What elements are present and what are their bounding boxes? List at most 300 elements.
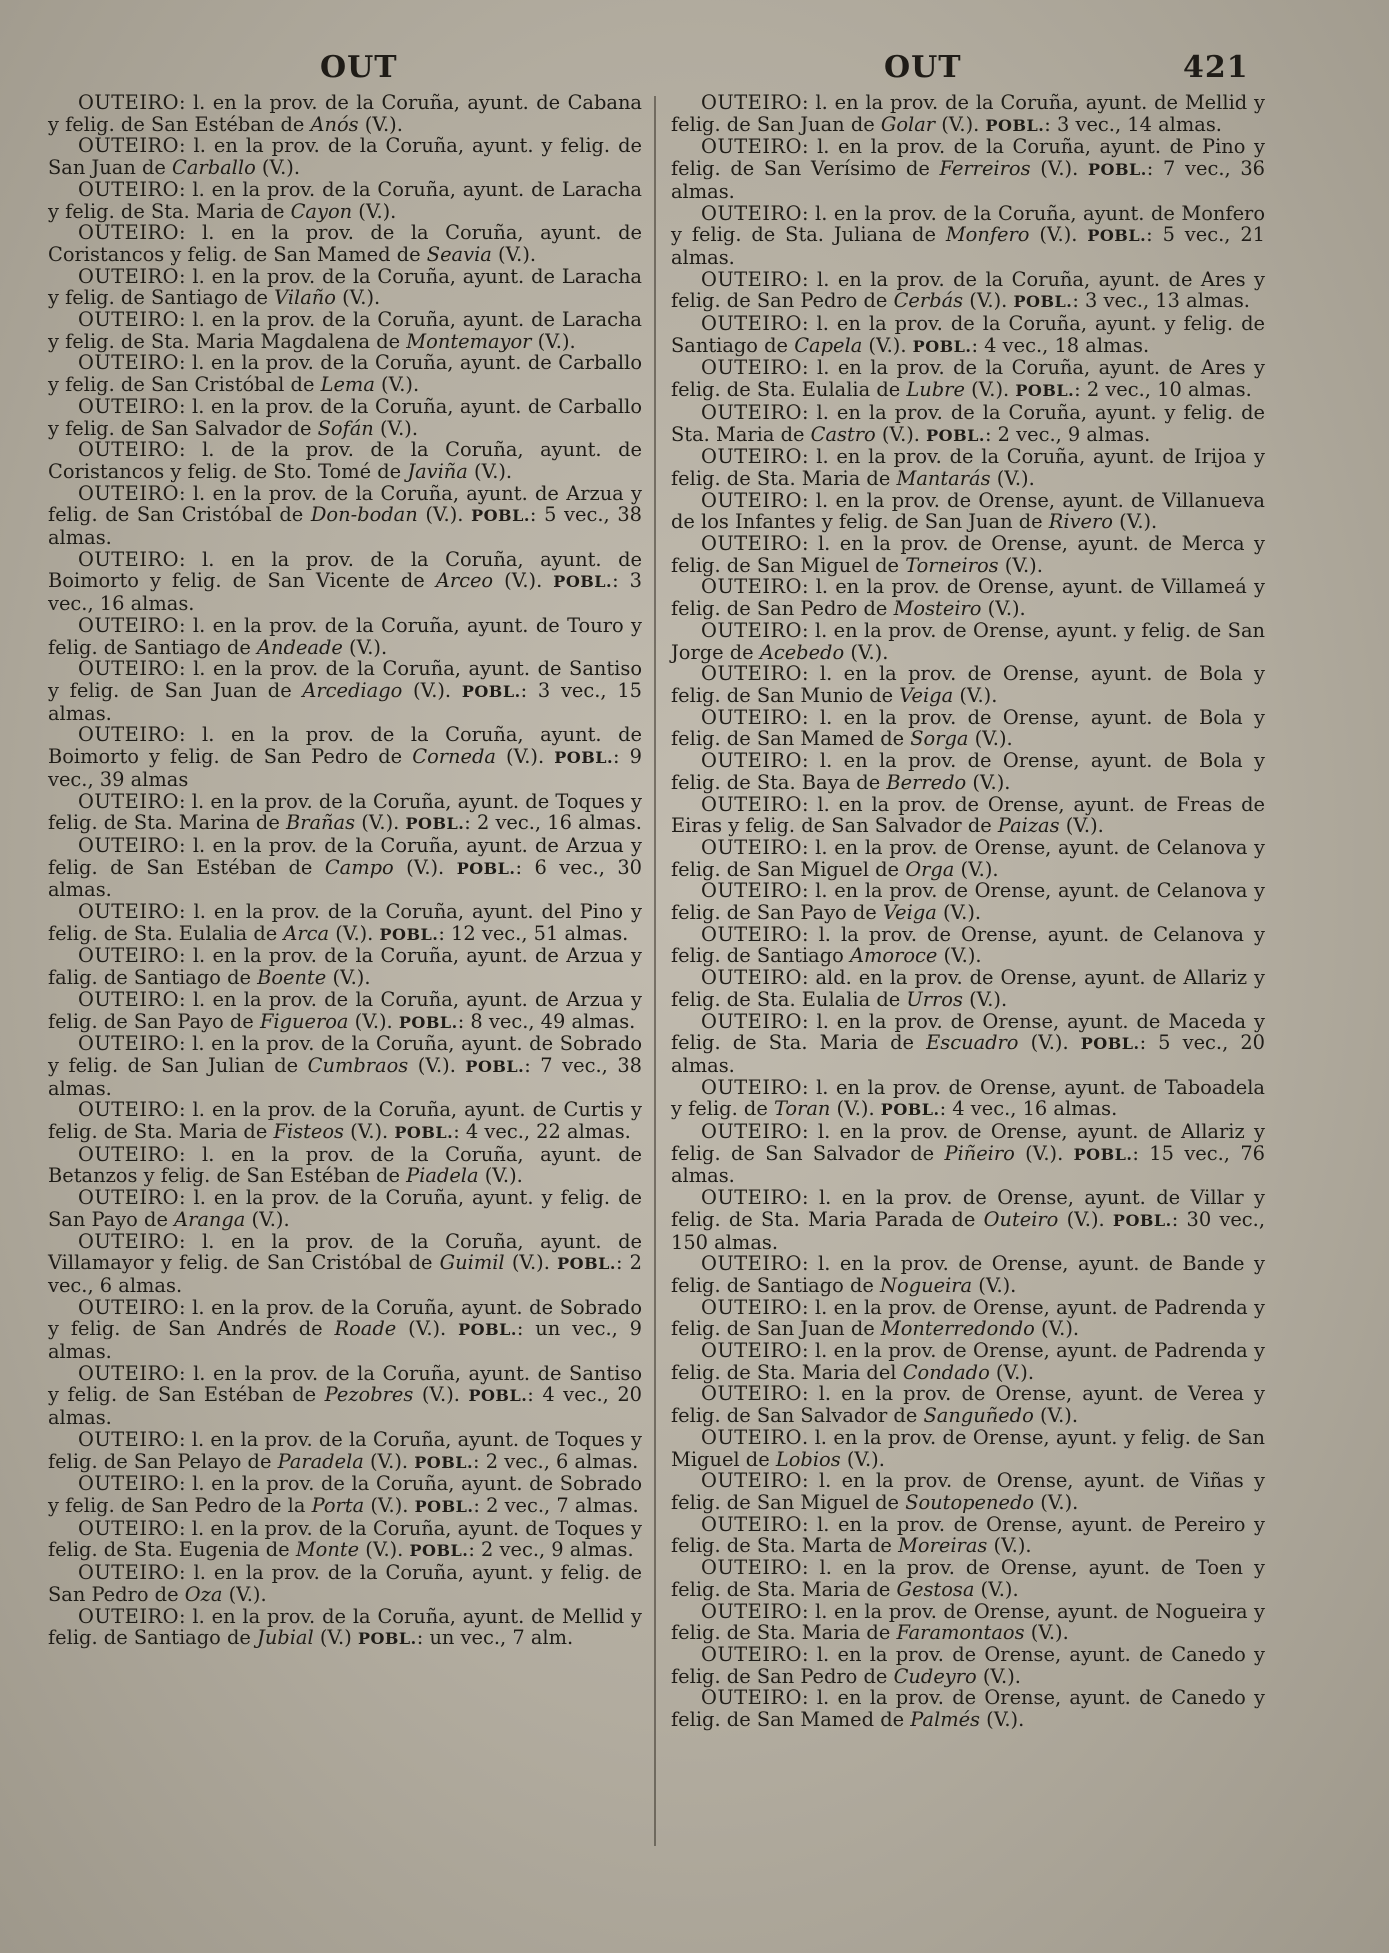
entry-text: l. en la prov. de la Coruña, ayunt. de Arzua y falig. de Santiago de: [48, 944, 642, 990]
population-count: : 12 vec., 51 almas.: [438, 921, 629, 945]
gazetteer-entry: [48, 791, 642, 835]
population-label: POBL.: [468, 1386, 528, 1406]
entry-suffix: (V.).: [830, 1097, 875, 1121]
population-count: : 5 vec., 20 almas.: [671, 1031, 1265, 1077]
population-label: POBL.: [1015, 381, 1075, 401]
entry-suffix: (V.).: [531, 329, 576, 353]
entry-suffix: (V.).: [962, 987, 1008, 1011]
gazetteer-entry: [671, 136, 1265, 202]
entry-separator: :: [801, 922, 809, 946]
entry-separator: :: [801, 1075, 809, 1099]
entry-parish-name: Don-bodan: [310, 503, 418, 527]
entry-suffix: (V.).: [990, 466, 1035, 490]
entry-text: l. la prov. de Orense, ayunt. de Celanova y felig. de Santiago: [671, 922, 1265, 968]
entry-text: l. en la prov. de la Coruña, ayunt. de Irijoa y felig. de Sta. Maria de: [671, 445, 1265, 490]
entry-parish-name: Fisteos: [273, 1120, 344, 1144]
entry-text: l. en la prov. de la Coruña, ayunt. de Toques y felig. de Sta. Marina de: [48, 789, 642, 835]
gazetteer-entry: [48, 309, 642, 352]
entry-headword: OUTEIRO: [78, 900, 179, 924]
entry-separator: :: [178, 944, 186, 968]
gazetteer-entry: [671, 1601, 1265, 1644]
entry-suffix: (V.).: [875, 422, 920, 446]
entry-suffix: (V.).: [491, 242, 537, 266]
entry-suffix: (V.).: [493, 569, 543, 593]
entry-headword: OUTEIRO: [78, 657, 179, 681]
population-label: POBL.: [1087, 160, 1147, 180]
entry-parish-name: Porta: [311, 1494, 365, 1517]
entry-text: l. en la prov. de Orense, ayunt. de Freas de Eiras y felig. de San Salvador de: [671, 792, 1265, 838]
population-count: : 2 vec., 6 almas.: [473, 1449, 639, 1473]
entry-parish-name: Monterredondo: [880, 1317, 1035, 1341]
entry-headword: OUTEIRO: [78, 221, 179, 245]
entry-separator: :: [178, 657, 186, 681]
entry-text: l. en la prov. de Orense, ayunt. de Verea y felig. de San Salvador de: [671, 1382, 1265, 1428]
entry-suffix: (V.).: [348, 1009, 393, 1033]
entry-parish-name: Mantarás: [896, 466, 991, 490]
entry-headword: OUTEIRO: [78, 1229, 179, 1253]
entry-text: l. en la prov. de la Coruña, ayunt. de Monfero y felig. de Sta. Juliana de: [671, 201, 1265, 247]
gazetteer-entry: [48, 222, 642, 265]
entry-headword: OUTEIRO: [78, 723, 179, 747]
entry-separator: :: [801, 1642, 809, 1666]
entry-separator: :: [801, 1382, 809, 1406]
entry-suffix: (V.).: [968, 727, 1013, 751]
entry-parish-name: Campo: [324, 855, 394, 879]
entry-separator: :: [178, 134, 186, 158]
entry-separator: :: [801, 135, 809, 159]
entry-parish-name: Pezobres: [324, 1383, 414, 1407]
entry-suffix: (V.).: [840, 1447, 885, 1471]
entry-suffix: (V.).: [998, 553, 1043, 577]
entry-parish-name: Veiga: [882, 901, 937, 925]
entry-headword: OUTEIRO: [701, 201, 802, 225]
entry-headword: OUTEIRO: [78, 833, 179, 857]
entry-separator: :: [178, 308, 186, 332]
entry-separator: :: [801, 1512, 809, 1536]
population-label: POBL.: [554, 748, 614, 768]
entry-text: l. en la prov. de Orense, ayunt. de Viñas y felig. de San Miguel de: [671, 1469, 1265, 1514]
entry-headword: OUTEIRO: [701, 1252, 802, 1276]
entry-separator: :: [801, 1295, 809, 1319]
population-label: POBL.: [465, 1056, 525, 1076]
entry-parish-name: Anós: [310, 112, 359, 136]
entry-text: ald. en la prov. de Orense, ayunt. de Allariz y felig. de Sta. Eulalia de: [671, 966, 1265, 1011]
gazetteer-entry: [48, 1606, 642, 1650]
entry-suffix: (V.).: [335, 286, 381, 310]
entry-parish-name: Piñeiro: [944, 1141, 1015, 1165]
entry-separator: :: [801, 792, 809, 816]
entry-suffix: (V.).: [363, 1449, 409, 1473]
entry-separator: :: [178, 394, 186, 418]
entry-headword: OUTEIRO: [701, 1339, 802, 1363]
gazetteer-entry: [48, 1099, 642, 1143]
entry-separator: :: [801, 267, 809, 291]
gazetteer-entry: [671, 1253, 1265, 1296]
entry-parish-name: Acebedo: [759, 640, 845, 664]
entry-separator: :: [178, 264, 186, 288]
entry-separator: :: [801, 312, 809, 336]
population-count: : 3 vec., 16 almas.: [48, 569, 642, 616]
running-head: [0, 50, 1389, 92]
gazetteer-entry: [671, 1011, 1265, 1077]
population-label: POBL.: [357, 1629, 417, 1649]
gazetteer-entry: [671, 1557, 1265, 1600]
gazetteer-entry: [671, 269, 1265, 313]
entry-separator: :: [801, 1339, 809, 1363]
entry-headword: OUTEIRO: [701, 618, 802, 642]
population-count: : 7 vec., 38 almas.: [48, 1053, 642, 1100]
entry-parish-name: Paizas: [997, 814, 1060, 838]
population-count: : 3 vec., 15 almas.: [48, 678, 642, 725]
gazetteer-entry: [48, 1562, 642, 1605]
entry-separator: :: [801, 1186, 809, 1210]
entry-text: l. en la prov. de la Coruña, ayunt. de Carballo y felig. de San Cristóbal de: [48, 351, 642, 397]
gazetteer-entry: [671, 1077, 1265, 1121]
entry-parish-name: Cudeyro: [893, 1664, 977, 1688]
population-count: : 15 vec., 76 almas.: [671, 1141, 1265, 1188]
population-label: POBL.: [926, 425, 985, 445]
entry-suffix: (V.).: [413, 1383, 460, 1407]
entry-text: l. en la prov. de la Coruña, ayunt. de Touro y felig. de Santiago de: [48, 613, 642, 659]
entry-suffix: (V.).: [981, 597, 1026, 621]
entry-suffix: (V.).: [467, 459, 513, 483]
population-label: POBL.: [471, 506, 530, 526]
entry-text: l. en la prov. de Orense, ayunt. de Nogueira y felig. de Sta. Maria de: [671, 1599, 1265, 1645]
entry-suffix: (V.).: [396, 1317, 447, 1341]
entry-separator: :: [178, 438, 186, 462]
population-count: : 5 vec., 21 almas.: [671, 223, 1265, 269]
entry-headword: OUTEIRO: [701, 1009, 802, 1033]
entry-text: l. en la prov. de la Coruña, ayunt. de Sobrado y felig. de San Pedro de la: [48, 1472, 642, 1517]
gazetteer-entry: [671, 750, 1265, 793]
entry-text: l. en la prov. de Orense, ayunt. de Villameá y felig. de San Pedro de: [671, 575, 1265, 621]
entry-separator: :: [801, 575, 809, 599]
entry-parish-name: Faramontaos: [896, 1621, 1025, 1645]
population-count: : un vec., 9 almas.: [48, 1317, 642, 1364]
entry-parish-name: Outeiro: [983, 1207, 1059, 1231]
entry-separator: :: [178, 91, 186, 114]
entry-separator: :: [178, 1186, 186, 1210]
entry-parish-name: Lema: [320, 373, 375, 397]
entry-headword: OUTEIRO: [78, 987, 179, 1011]
entry-suffix: (V.).: [402, 678, 452, 702]
entry-parish-name: Oza: [184, 1582, 223, 1606]
entry-separator: :: [801, 1686, 809, 1710]
entry-headword: OUTEIRO: [78, 613, 179, 637]
gazetteer-entry: [48, 439, 642, 482]
population-count: : 2 vec., 7 almas.: [473, 1494, 639, 1517]
entry-headword: OUTEIRO: [78, 308, 179, 332]
entry-headword: OUTEIRO: [701, 749, 802, 773]
gazetteer-entry: [671, 1121, 1265, 1187]
entry-text: l. en la prov. de Orense, ayunt. de Toen y felig. de Sta. Maria de: [671, 1556, 1265, 1601]
entry-separator: :: [178, 987, 186, 1011]
entry-text: l. en la prov. de la Coruña, ayunt. de Santiso y felig. de San Juan de: [48, 657, 642, 702]
entry-text: l. en la prov. de la Coruña, ayunt. de Mellid y felig. de Santiago de: [48, 1604, 642, 1650]
population-count: : 2 vec., 9 almas.: [468, 1538, 634, 1562]
entry-suffix: (V.).: [964, 378, 1010, 402]
entry-text: l. en la prov. de la Coruña, ayunt. de Arzua y felig. de San Estéban de: [48, 833, 642, 879]
entry-parish-name: Piadela: [406, 1164, 479, 1188]
entry-text: l. en la prov. de Orense, ayunt. de Villanueva de los Infantes y felig. de San Juan de: [671, 488, 1265, 534]
entry-text: l. en la prov. de la Coruña, ayunt. de Carballo y felig. de San Salvador de: [48, 394, 642, 440]
gazetteer-entry: [671, 924, 1265, 967]
entry-text: l. en la prov. de Orense, ayunt. de Taboadela y felig. de: [671, 1075, 1265, 1121]
gazetteer-entry: [671, 357, 1265, 401]
entry-headword: OUTEIRO: [78, 177, 179, 201]
entry-parish-name: Sofán: [317, 416, 374, 440]
entry-headword: OUTEIRO: [701, 91, 802, 114]
gazetteer-entry: [48, 1473, 642, 1517]
population-label: POBL.: [379, 924, 439, 944]
gazetteer-entry: [671, 490, 1265, 533]
gazetteer-entry: [48, 1518, 642, 1562]
entry-parish-name: Seavia: [426, 242, 492, 266]
entry-headword: OUTEIRO: [701, 135, 802, 159]
gazetteer-entry: [48, 483, 642, 549]
population-count: : 4 vec., 22 almas.: [453, 1120, 631, 1144]
entry-headword: OUTEIRO: [701, 1075, 802, 1099]
entry-separator: :: [178, 481, 186, 505]
entry-text: l. de la prov. de la Coruña, ayunt. de Coristancos y felig. de Sto. Tomé de: [48, 438, 642, 483]
gazetteer-entry: [671, 663, 1265, 706]
entry-headword: OUTEIRO: [701, 922, 802, 946]
gazetteer-entry: [671, 1427, 1265, 1470]
entry-text: l. en la prov. de Orense, ayunt. de Padrenda y felig. de Sta. Maria del: [671, 1339, 1265, 1384]
entry-separator: :: [178, 1427, 186, 1451]
entry-separator: :: [801, 1469, 809, 1493]
entry-headword: OUTEIRO: [78, 1561, 179, 1585]
entry-suffix: (V.).: [963, 289, 1008, 313]
entry-text: l. en la prov. de la Coruña, ayunt. y felig. de Sta. Maria de: [671, 400, 1265, 446]
entry-text: l. en la prov. de Orense, ayunt. de Bola y felig. de San Munio de: [671, 662, 1265, 707]
gazetteer-entry: [671, 837, 1265, 880]
entry-separator: :: [801, 488, 809, 512]
entry-suffix: (V.).: [966, 770, 1011, 794]
entry-text: l. en la prov. de la Coruña, ayunt. de Laracha y felig. de Santiago de: [48, 264, 642, 310]
entry-text: l. en la prov. de la Coruña, ayunt. de Curtis y felig. de Sta. Maria de: [48, 1098, 642, 1144]
entry-headword: OUTEIRO: [78, 91, 179, 114]
entry-parish-name: Cumbraos: [307, 1053, 409, 1077]
entry-headword: OUTEIRO: [701, 1686, 802, 1710]
entry-separator: :: [801, 532, 809, 556]
entry-suffix: (V.).: [1018, 1031, 1069, 1055]
entry-suffix: (V.).: [342, 635, 388, 659]
population-label: POBL.: [1013, 292, 1073, 312]
entry-separator: :: [178, 547, 186, 571]
entry-separator: :: [801, 1120, 809, 1144]
entry-separator: :: [178, 1361, 186, 1385]
gazetteer-entry: [671, 880, 1265, 923]
gazetteer-entry: [671, 203, 1265, 269]
population-label: POBL.: [557, 1254, 616, 1274]
entry-separator: :: [801, 1252, 809, 1276]
entry-suffix: (V.).: [980, 1708, 1025, 1732]
entry-separator: .: [801, 1425, 809, 1449]
gazetteer-entry: [48, 1297, 642, 1363]
entry-separator: :: [801, 1009, 809, 1033]
entry-suffix: (V.).: [974, 1577, 1019, 1601]
entry-headword: OUTEIRO: [701, 1120, 802, 1144]
entry-parish-name: Cerbás: [893, 289, 964, 313]
entry-parish-name: Javiña: [407, 459, 468, 483]
entry-suffix: (V.).: [495, 745, 545, 769]
population-count: : 5 vec., 38 almas.: [48, 503, 642, 550]
entry-suffix: (V.).: [936, 901, 982, 925]
entry-headword: OUTEIRO: [701, 705, 802, 729]
entry-text: l. en la prov. de la Coruña, ayunt. de Laracha y felig. de Sta. Maria Magdalena de: [48, 308, 642, 353]
entry-parish-name: Arca: [283, 921, 330, 945]
entry-suffix: (V.).: [976, 1664, 1021, 1688]
entry-headword: OUTEIRO: [701, 488, 802, 512]
entry-headword: OUTEIRO: [78, 481, 179, 505]
entry-suffix: (V.).: [358, 112, 403, 136]
entry-text: l. en la prov. de Orense, ayunt. de Maceda y felig. de Sta. Maria de: [671, 1009, 1265, 1055]
entry-text: l. en la prov. de la Coruña, ayunt. y felig. de San Payo de: [48, 1186, 642, 1231]
population-count: : 2 vec., 16 almas.: [464, 811, 642, 835]
entry-suffix: (V.).: [954, 857, 999, 881]
gazetteer-entry: [48, 1231, 642, 1297]
gazetteer-entry: [671, 967, 1265, 1010]
gazetteer-entry: [671, 92, 1265, 136]
entry-suffix: (V.).: [1024, 1621, 1069, 1645]
entry-headword: OUTEIRO: [78, 1032, 179, 1056]
entry-headword: OUTEIRO: [701, 1469, 802, 1493]
gazetteer-entry: [48, 989, 642, 1033]
population-count: : 2 vec., 9 almas.: [984, 422, 1151, 446]
entry-separator: :: [178, 900, 186, 924]
entry-headword: OUTEIRO: [78, 1516, 179, 1540]
gazetteer-entry: [671, 1470, 1265, 1513]
population-count: : un vec., 7 alm.: [416, 1626, 574, 1650]
entry-separator: :: [801, 705, 809, 729]
entry-parish-name: Rivero: [1048, 510, 1113, 534]
entry-text: l. en la prov. de la Coruña, ayunt. de Betanzos y felig. de San Estéban de: [48, 1142, 642, 1188]
entry-text: l. en la prov. de la Coruña, ayunt. y felig. de San Juan de: [48, 134, 642, 180]
population-count: : 3 vec., 13 almas.: [1072, 289, 1250, 313]
gazetteer-entry: [48, 549, 642, 615]
entry-headword: OUTEIRO: [701, 1425, 802, 1449]
entry-text: l. en la prov. de la Coruña, ayunt. de Mellid y felig. de San Juan de: [671, 91, 1265, 136]
entry-headword: OUTEIRO: [701, 966, 802, 990]
population-label: POBL.: [461, 681, 521, 701]
gazetteer-entry: [671, 1340, 1265, 1383]
gazetteer-entry: [48, 92, 642, 135]
entry-parish-name: Figueroa: [259, 1009, 349, 1033]
entry-parish-name: Andeade: [257, 635, 343, 659]
gazetteer-entry: [671, 620, 1265, 663]
entry-parish-name: Palmés: [910, 1708, 981, 1732]
entry-text: l. en la prov. de la Coruña, ayunt. de Laracha y felig. de Sta. Maria de: [48, 177, 642, 223]
entry-headword: OUTEIRO: [78, 1142, 179, 1166]
entry-parish-name: Orga: [905, 857, 955, 881]
entry-parish-name: Mosteiro: [893, 597, 982, 621]
entry-suffix: (V.).: [1029, 223, 1078, 247]
entry-parish-name: Guimil: [439, 1251, 505, 1275]
entry-parish-name: Soutopenedo: [905, 1491, 1035, 1514]
gazetteer-entry: [48, 945, 642, 988]
entry-parish-name: Lubre: [906, 378, 965, 402]
entry-separator: :: [178, 221, 186, 245]
gazetteer-entry: [48, 1429, 642, 1473]
population-label: POBL.: [456, 858, 516, 878]
entry-headword: OUTEIRO: [78, 944, 179, 968]
entry-parish-name: Amoroce: [850, 944, 938, 968]
entry-text: l. en la prov. de la Coruña, ayunt. de Pino y felig. de San Verísimo de: [671, 135, 1265, 181]
entry-headword: OUTEIRO: [78, 1472, 179, 1496]
entry-separator: :: [178, 1561, 186, 1585]
running-head-left: OUT: [320, 50, 398, 85]
entry-parish-name: Escuadro: [926, 1031, 1019, 1055]
entry-separator: :: [178, 1032, 186, 1056]
entry-headword: OUTEIRO: [701, 356, 802, 380]
gazetteer-entry: [48, 1363, 642, 1429]
gazetteer-entry: [48, 179, 642, 222]
entry-text: l. en la prov. de Orense, ayunt. de Canedo y felig. de San Pedro de: [671, 1642, 1265, 1688]
entry-text: l. en la prov. de la Coruña, ayunt. de Arzua y felig. de San Payo de: [48, 987, 642, 1033]
entry-suffix: (V.).: [504, 1251, 550, 1275]
gazetteer-entry: [671, 313, 1265, 357]
entry-headword: OUTEIRO: [78, 351, 179, 375]
entry-separator: :: [801, 400, 809, 424]
entry-parish-name: Montemayor: [406, 329, 532, 353]
population-label: POBL.: [1112, 1210, 1172, 1230]
entry-separator: :: [178, 1472, 186, 1496]
entry-suffix: (V.).: [862, 333, 907, 357]
entry-suffix: (V.): [313, 1626, 352, 1650]
entry-parish-name: Berredo: [886, 770, 967, 794]
entry-separator: :: [801, 879, 809, 903]
entry-separator: :: [178, 789, 186, 813]
entry-text: l. en la prov. de Orense, ayunt. de Celanova y felig. de San Miguel de: [671, 835, 1265, 881]
entry-parish-name: Corneda: [412, 745, 496, 769]
entry-suffix: (V.).: [373, 416, 419, 440]
entry-suffix: (V.).: [1034, 1317, 1080, 1341]
entry-separator: :: [801, 1599, 809, 1623]
gazetteer-entry: [48, 1033, 642, 1099]
entry-headword: OUTEIRO: [701, 1186, 802, 1210]
gazetteer-entry: [671, 1383, 1265, 1426]
entry-suffix: (V.).: [352, 199, 397, 223]
entry-parish-name: Sanguñedo: [923, 1404, 1034, 1428]
entry-headword: OUTEIRO: [701, 532, 802, 556]
entry-text: l. en la prov. de la Coruña, ayunt. y felig. de San Pedro de: [48, 1561, 642, 1606]
population-label: POBL.: [553, 572, 613, 592]
gazetteer-entry: [671, 1644, 1265, 1687]
entry-suffix: (V.).: [1033, 1404, 1079, 1428]
entry-headword: OUTEIRO: [78, 1604, 179, 1628]
entry-suffix: (V.).: [359, 1538, 404, 1562]
entry-suffix: (V.).: [1059, 814, 1104, 838]
population-count: : 2 vec., 10 almas.: [1074, 378, 1252, 402]
entry-parish-name: Lobios: [775, 1447, 841, 1471]
gazetteer-entry: [48, 658, 642, 724]
entry-headword: OUTEIRO: [701, 1382, 802, 1406]
entry-text: l. en la prov. de la Coruña, ayunt. de Villamayor y felig. de San Cristóbal de: [48, 1229, 642, 1275]
entry-parish-name: Ferreiros: [939, 157, 1031, 181]
entry-headword: OUTEIRO: [701, 1599, 802, 1623]
entry-separator: :: [178, 723, 186, 747]
entry-text: l. en la prov. de la Coruña, ayunt. de Cabana y felig. de San Estéban de: [48, 91, 642, 136]
gazetteer-entry: [48, 396, 642, 439]
population-count: : 2 vec., 6 almas.: [48, 1251, 643, 1297]
gazetteer-entry: [671, 1687, 1265, 1730]
entry-text: l. en la prov. de la Coruña, ayunt. de Boimorto y felig. de San Vicente de: [48, 547, 642, 593]
gazetteer-entry: [671, 533, 1265, 576]
gazetteer-entry: [48, 1144, 642, 1187]
gazetteer-entry: [48, 615, 642, 658]
gazetteer-entry: [671, 446, 1265, 489]
